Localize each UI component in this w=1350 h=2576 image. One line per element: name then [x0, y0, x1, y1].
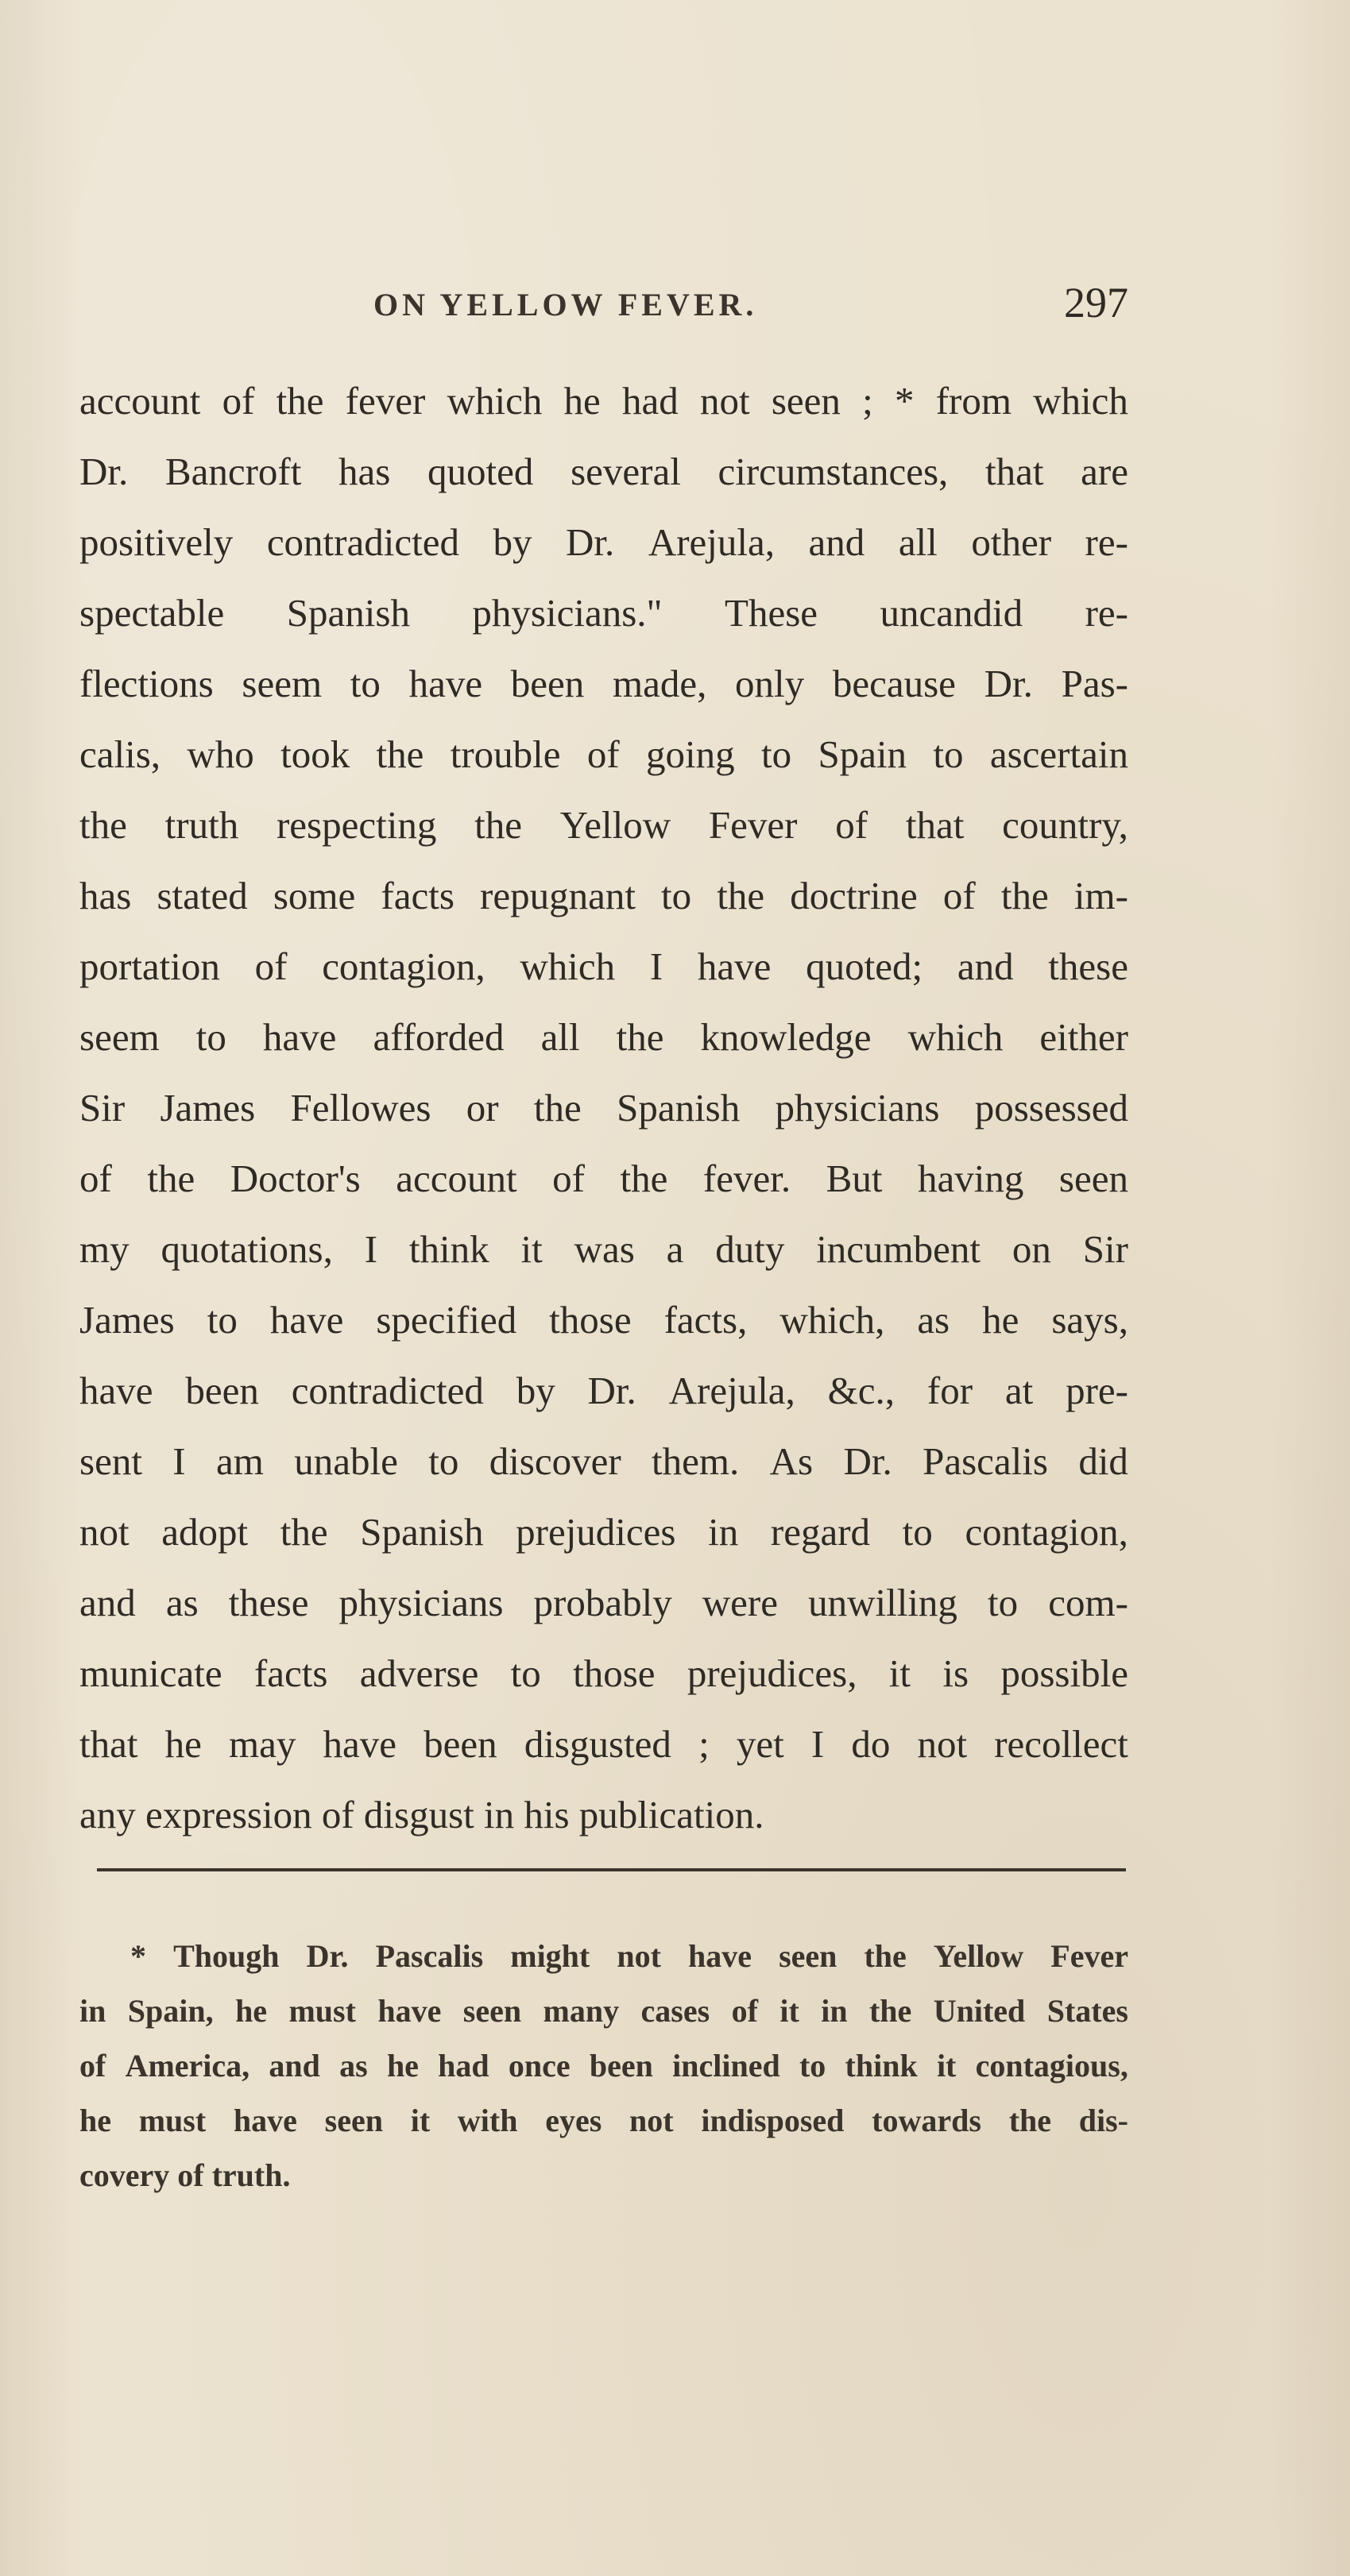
body-line: not adopt the Spanish prejudices in regard to contagion, — [79, 1510, 1128, 1554]
body-line: has stated some facts repugnant to the doctrine of the im- — [79, 874, 1128, 917]
body-text — [79, 365, 1128, 1850]
body-line: account of the fever which he had not seen ; * from which — [79, 379, 1128, 423]
footnote-line: of America, and as he had once been inclined to think it contagious, — [79, 2048, 1128, 2084]
body-line: Dr. Bancroft has quoted several circumstances, that are — [79, 450, 1128, 493]
footnote-line: he must have seen it with eyes not indisposed towards the dis- — [79, 2103, 1128, 2138]
body-line: my quotations, I think it was a duty incumbent on Sir — [79, 1227, 1128, 1271]
body-line: James to have specified those facts, which, as he says, — [79, 1298, 1128, 1342]
body-line: and as these physicians probably were unwilling to com- — [79, 1581, 1128, 1624]
running-head — [79, 278, 1128, 334]
footnote-line: * Though Dr. Pascalis might not have seen the Yellow Fever — [130, 1938, 1128, 1974]
footnote — [79, 1929, 1128, 2203]
footnote-divider — [97, 1868, 1126, 1871]
body-line: that he may have been disgusted ; yet I do not recollect — [79, 1722, 1128, 1766]
body-line: portation of contagion, which I have quoted; and these — [79, 944, 1128, 988]
body-line: any expression of disgust in his publication. — [79, 1793, 764, 1836]
footnote-line: covery of truth. — [79, 2157, 291, 2193]
running-title: ON YELLOW FEVER. — [373, 287, 758, 322]
body-line: spectable Spanish physicians." These uncandid re- — [79, 591, 1128, 635]
body-line: positively contradicted by Dr. Arejula, and all other re- — [79, 520, 1128, 564]
body-line: municate facts adverse to those prejudices, it is possible — [79, 1651, 1128, 1695]
body-line: Sir James Fellowes or the Spanish physicians possessed — [79, 1086, 1128, 1130]
body-line: seem to have afforded all the knowledge which either — [79, 1015, 1128, 1059]
footnote-line: in Spain, he must have seen many cases of it in the United States — [79, 1993, 1128, 2029]
body-line: the truth respecting the Yellow Fever of that country, — [79, 803, 1128, 847]
body-line: of the Doctor's account of the fever. But having seen — [79, 1157, 1128, 1200]
body-line: have been contradicted by Dr. Arejula, &c., for at pre- — [79, 1369, 1128, 1412]
body-line: sent I am unable to discover them. As Dr. Pascalis did — [79, 1439, 1128, 1483]
body-line: calis, who took the trouble of going to Spain to ascertain — [79, 732, 1128, 776]
page-number: 297 — [1064, 279, 1128, 326]
body-line: flections seem to have been made, only because Dr. Pas- — [79, 662, 1128, 705]
